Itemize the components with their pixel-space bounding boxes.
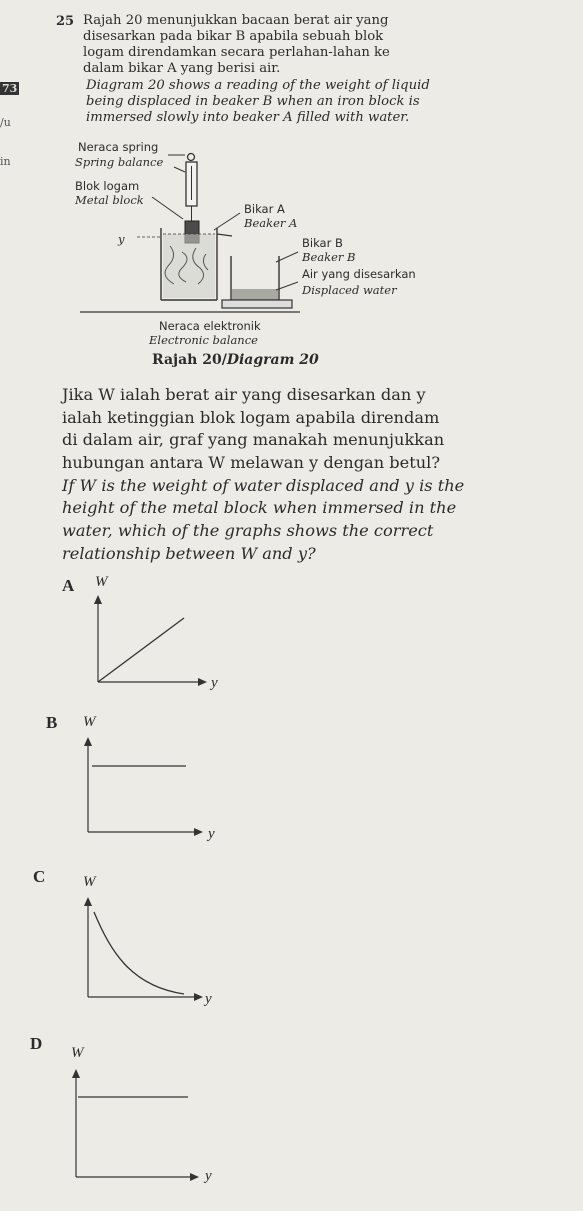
diagram-caption: Rajah 20/Diagram 20 <box>152 352 319 368</box>
option-c-letter[interactable]: C <box>33 867 46 886</box>
malay-intro-line-1: Rajah 20 menunjukkan bacaan berat air yang <box>83 13 389 28</box>
beaker-a-icon <box>161 228 232 300</box>
spring-balance-label-en: Spring balance <box>75 155 164 169</box>
option-b-y-axis-label: W <box>83 714 96 730</box>
prompt-english-line-2: height of the metal block when immersed in the <box>62 498 457 517</box>
option-d-x-axis-label: y <box>205 1168 212 1184</box>
option-a-graph[interactable] <box>90 590 220 700</box>
displaced-water-label-en: Displaced water <box>302 283 397 297</box>
metal-block-label-ms: Blok logam <box>75 179 140 193</box>
option-b-letter[interactable]: B <box>46 713 58 732</box>
english-intro-line-1: Diagram 20 shows a reading of the weight of liquid <box>86 78 430 93</box>
option-a-y-axis-label: W <box>95 574 108 590</box>
margin-mark-1: 73 <box>2 82 18 95</box>
electronic-balance-label-ms: Neraca elektronik <box>159 319 261 333</box>
y-height-label: y <box>118 232 125 246</box>
prompt-malay-line-4: hubungan antara W melawan y dengan betul? <box>62 453 441 472</box>
prompt-english-line-3: water, which of the graphs shows the correct <box>62 521 434 540</box>
beaker-a-label-en: Beaker A <box>244 216 298 230</box>
prompt-english-line-4: relationship between W and y? <box>62 544 316 563</box>
question-number: 25 <box>56 14 75 29</box>
malay-intro-line-3: logam direndamkan secara perlahan-lahan ke <box>83 45 390 60</box>
option-a-curve <box>98 618 184 682</box>
electronic-balance-icon <box>80 300 300 312</box>
beaker-b-icon <box>231 256 279 300</box>
option-c-graph[interactable] <box>80 890 215 1010</box>
option-c-curve <box>94 912 184 994</box>
malay-intro-line-4: dalam bikar A yang berisi air. <box>83 61 281 76</box>
option-d-graph[interactable] <box>68 1064 208 1189</box>
option-c-x-axis-label: y <box>205 991 212 1007</box>
margin-mark-2: /u <box>0 116 11 129</box>
option-a-x-axis-label: y <box>211 675 218 691</box>
spring-balance-label-ms: Neraca spring <box>78 140 159 154</box>
apparatus-diagram <box>0 0 583 380</box>
prompt-malay-line-2: ialah ketinggian blok logam apabila direndam <box>62 408 440 427</box>
option-d-letter[interactable]: D <box>30 1034 43 1053</box>
option-d-y-axis-label: W <box>71 1045 84 1061</box>
electronic-balance-label-en: Electronic balance <box>149 333 258 347</box>
prompt-english-line-1: If W is the weight of water displaced and y is the <box>62 476 465 495</box>
margin-mark-3: in <box>0 155 11 168</box>
english-intro-line-2: being displaced in beaker B when an iron block is <box>86 94 420 109</box>
displaced-water-label-ms: Air yang disesarkan <box>302 267 416 281</box>
option-a-letter[interactable]: A <box>62 576 75 595</box>
option-b-graph[interactable] <box>80 732 215 847</box>
metal-block-label-en: Metal block <box>75 193 144 207</box>
malay-intro-line-2: disesarkan pada bikar B apabila sebuah blok <box>83 29 384 44</box>
beaker-b-label-ms: Bikar B <box>302 236 343 250</box>
english-intro-line-3: immersed slowly into beaker A filled with water. <box>86 110 410 125</box>
option-b-x-axis-label: y <box>208 826 215 842</box>
option-c-y-axis-label: W <box>83 874 96 890</box>
beaker-a-label-ms: Bikar A <box>244 202 285 216</box>
prompt-malay-line-3: di dalam air, graf yang manakah menunjukkan <box>62 430 445 449</box>
beaker-b-label-en: Beaker B <box>302 250 356 264</box>
prompt-malay-line-1: Jika W ialah berat air yang disesarkan dan y <box>62 385 426 404</box>
